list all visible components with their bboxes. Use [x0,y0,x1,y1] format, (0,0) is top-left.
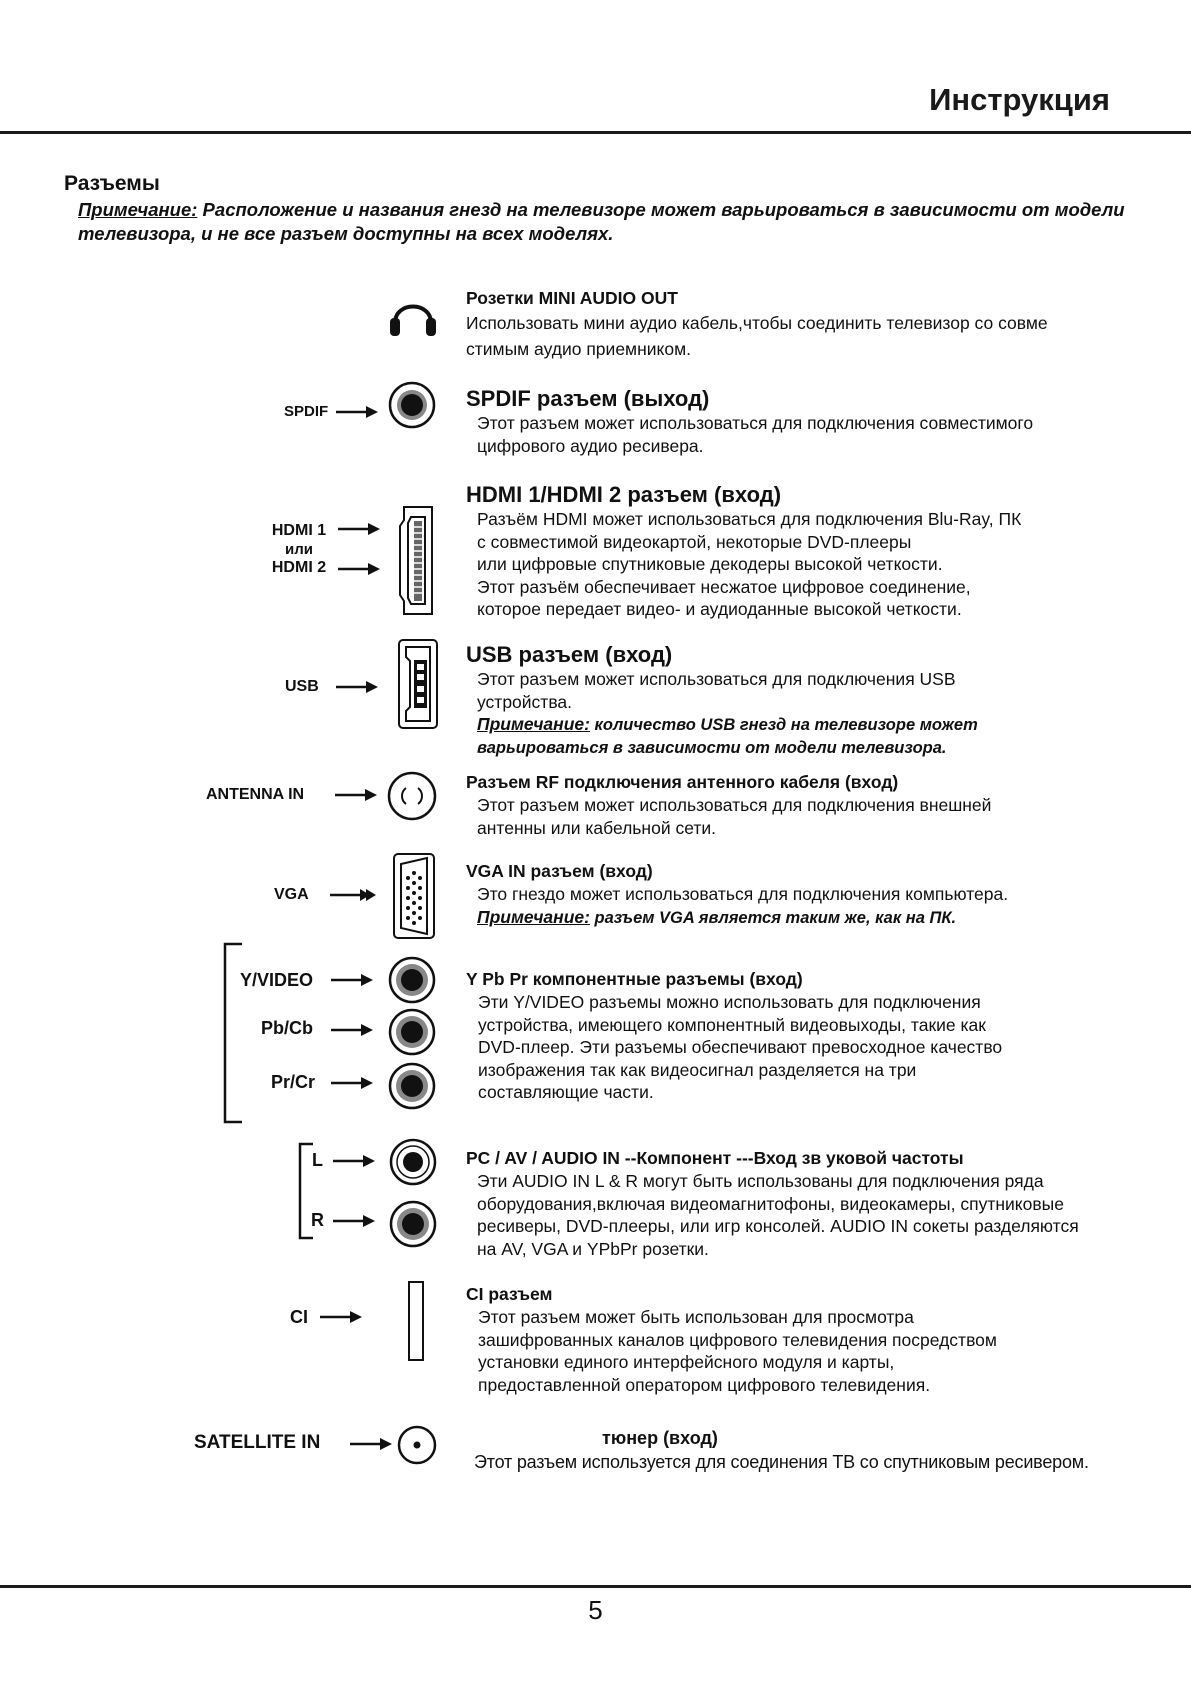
section-note [78,198,1138,246]
spdif-desc-line: цифрового аудио ресивера. [477,435,704,456]
satellite-jack-icon [397,1425,437,1465]
hdmi-or-label: или [285,541,313,558]
hdmi-desc-line: Этот разъём обеспечивает несжатое цифровое соединение, [477,576,971,597]
footer-rule [0,1585,1191,1588]
usb-note-label: Примечание: [477,714,590,734]
audio-r-jack-icon [389,1200,437,1248]
usb-desc-line: устройства. [477,691,573,712]
mini-audio-title: Розетки MINI AUDIO OUT [466,288,678,308]
spdif-block [466,385,1156,457]
arrow-right-icon [333,1154,375,1168]
ypbpr-desc-line: DVD-плеер. Эти разъемы обеспечивают превосходное качество [478,1037,1003,1057]
y-video-jack-icon [388,956,436,1004]
audio-l-label: L [312,1150,323,1170]
hdmi-desc-line: Разъём HDMI может использоваться для подключения Blu-Ray, ПК [477,509,1022,529]
pb-cb-jack-icon [388,1008,436,1056]
antenna-block [466,771,1156,839]
arrow-right-icon [330,888,376,902]
antenna-title: Разъем RF подключения антенного кабеля (вход) [466,772,899,792]
usb-title: USB разъем (вход) [466,642,673,667]
hdmi2-label: HDMI 2 [271,559,327,576]
ci-desc-line: предоставленной оператором цифрового телевидения. [478,1374,931,1395]
arrow-right-icon [336,405,378,419]
audio-in-desc-line: ресиверы, DVD-плееры, или игр консолей. AUDIO IN сокеты разделяются [477,1216,1079,1236]
hdmi-label [260,521,338,578]
hdmi-desc-line: или цифровые спутниковые декодеры высокой четкости. [477,554,943,574]
satellite-label: SATELLITE IN [194,1432,321,1453]
ypbpr-title: Y Pb Pr компонентные разъемы (вход) [466,969,803,989]
ci-desc-line: установки единого интерфейсного модуля и карты, [478,1352,895,1372]
section-note-text: Расположение и названия гнезд на телевизоре может варьироваться в зависимости от модели телевизора, и не все разъем доступны на всех моделях. [78,199,1125,244]
hdmi-port-icon [398,505,438,616]
ypbpr-block [466,968,1156,1104]
antenna-jack-icon [387,771,437,821]
vga-desc-line: Это гнездо может использоваться для подключения компьютера. [477,884,1009,904]
vga-note [477,906,1156,930]
section-title: Разъемы [64,172,160,195]
ci-title: CI разъем [466,1284,553,1304]
ypbpr-desc-line: изображения так как видеосигнал разделяется на три [478,1059,917,1080]
ci-slot-icon [407,1280,425,1362]
audio-in-desc-line: на AV, VGA и YPbPr розетки. [477,1238,709,1259]
pb-cb-label: Pb/Cb [261,1018,313,1038]
audio-l-jack-icon [389,1138,437,1186]
hdmi1-label: HDMI 1 [271,522,327,539]
arrow-right-icon [335,788,377,802]
usb-note-text-2: варьироваться в зависимости от модели телевизора. [477,738,947,757]
headphones-icon [387,291,439,339]
arrow-right-icon [320,1310,362,1324]
vga-note-label: Примечание: [477,906,590,927]
spdif-jack-icon [388,381,436,429]
vga-note-text: разъем VGA является таким же, как на ПК. [589,908,957,927]
arrow-right-icon [336,680,378,694]
mini-audio-desc-line: стимым аудио приемником. [466,338,691,359]
audio-in-title: PC / AV / AUDIO IN --Компонент ---Вход зв уковой частоты [466,1148,964,1168]
spdif-desc-line: Этот разъем может использоваться для подключения совместимого [477,413,1034,433]
usb-label: USB [285,678,319,695]
pr-cr-label: Pr/Cr [271,1072,316,1092]
antenna-desc-line: антенны или кабельной сети. [477,817,717,838]
ci-desc-line: зашифрованных каналов цифрового телевидения посредством [478,1329,997,1350]
antenna-label: ANTENNA IN [206,786,305,803]
audio-in-desc-line: оборудования,включая видеомагнитофоны, видеокамеры, спутниковые [477,1193,1064,1214]
antenna-desc-line: Этот разъем может использоваться для подключения внешней [477,795,992,815]
ci-desc-line: Этот разъем может быть использован для просмотра [478,1307,914,1327]
arrow-right-icon [338,522,380,536]
audio-in-block [466,1147,1176,1260]
arrow-right-icon [331,1076,373,1090]
arrow-right-icon [350,1437,392,1451]
mini-audio-block [466,287,1156,360]
header-rule [0,131,1191,134]
spdif-label: SPDIF [284,403,329,420]
hdmi-block [466,481,1156,621]
vga-port-icon [392,852,436,940]
spdif-title: SPDIF разъем (выход) [466,386,710,411]
page-header-title: Инструкция [929,82,1110,117]
arrow-right-icon [331,1023,373,1037]
satellite-title: тюнер (вход) [602,1428,718,1448]
vga-block [466,860,1156,929]
usb-desc-line: Этот разъем может использоваться для подключения USB [477,669,956,689]
ypbpr-desc-line: Эти Y/VIDEO разъемы можно использовать для подключения [478,992,981,1012]
usb-note [477,713,1156,737]
usb-block [466,641,1156,759]
arrow-right-icon [331,973,373,987]
audio-r-label: R [311,1210,324,1230]
y-video-label: Y/VIDEO [240,970,314,990]
usb-port-icon [397,638,439,730]
audio-in-desc-line: Эти AUDIO IN L & R могут быть использованы для подключения ряда [477,1171,1044,1191]
pr-cr-jack-icon [388,1062,436,1110]
hdmi-desc-line: с совместимой видеокартой, некоторые DVD-плееры [477,531,912,552]
usb-note-text: количество USB гнезд на телевизоре может [589,716,978,734]
vga-label: VGA [274,886,309,903]
mini-audio-desc-line: Использовать мини аудио кабель,чтобы соединить телевизор со совме [466,313,1048,333]
ypbpr-desc-line: составляющие части. [478,1082,654,1102]
ypbpr-desc-line: устройства, имеющего компонентный видеовыходы, такие как [478,1014,986,1035]
hdmi-desc-line: которое передает видео- и аудиоданные высокой четкости. [477,599,962,619]
satellite-desc: Этот разъем используется для соединения ТВ со спутниковым ресивером. [474,1452,1089,1472]
ci-label: CI [290,1307,308,1327]
ci-block [466,1283,1156,1396]
arrow-right-icon [333,1214,375,1228]
arrow-right-icon [338,562,380,576]
page-number: 5 [588,1595,603,1625]
section-note-label: Примечание: [78,199,198,220]
hdmi-title: HDMI 1/HDMI 2 разъем (вход) [466,482,782,507]
vga-title: VGA IN разъем (вход) [466,861,653,881]
